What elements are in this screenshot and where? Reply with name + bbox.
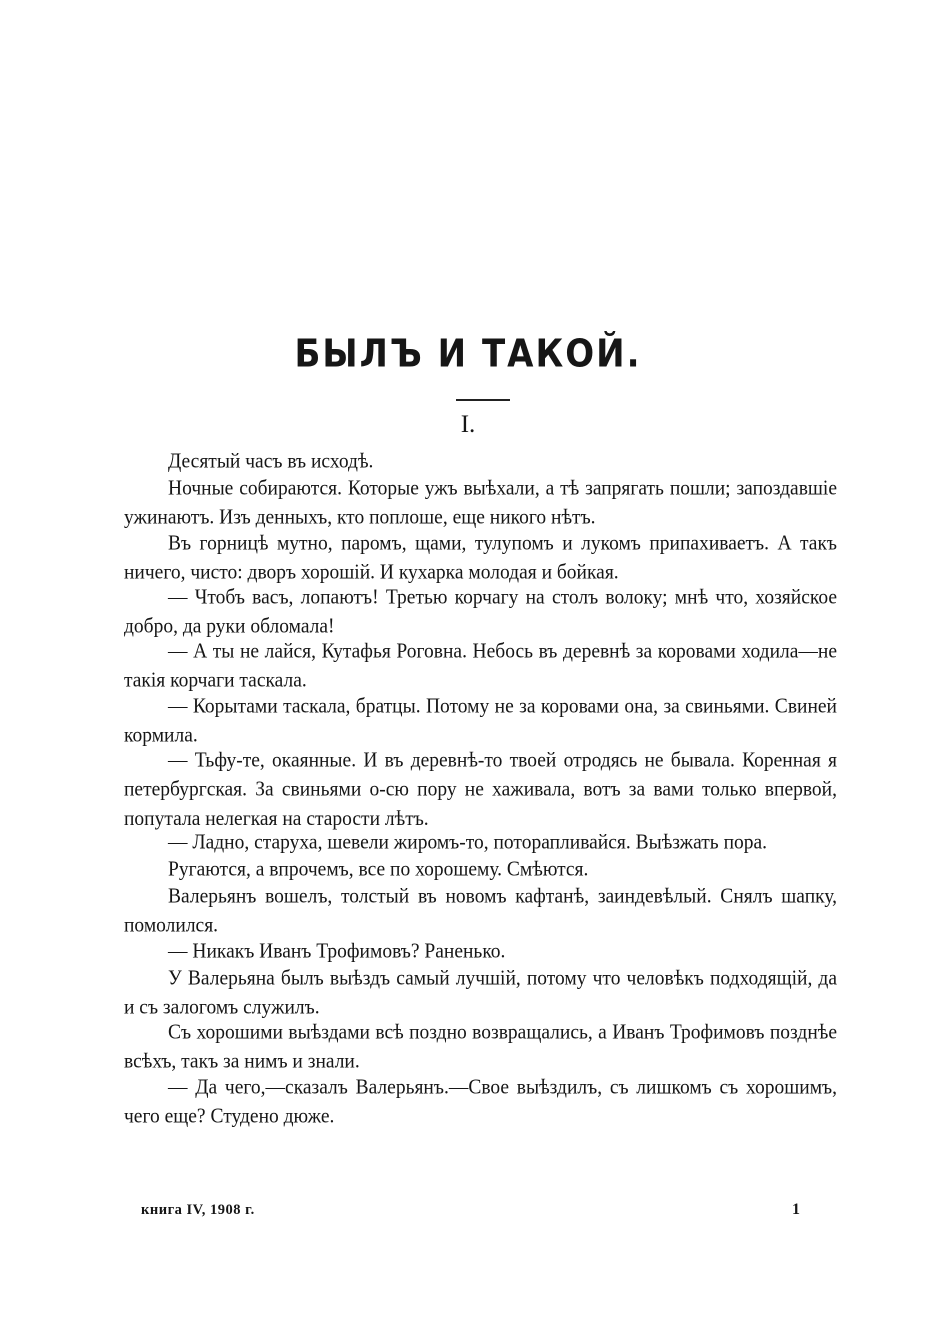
paragraph: — Чтобъ васъ, лопаютъ! Третью корчагу на столъ волоку; мнѣ что, хозяйское добро, да руки обломала! [124, 586, 837, 639]
signature-mark: книга IV, 1908 г. [141, 1202, 255, 1218]
paragraph: — Никакъ Иванъ Трофимовъ? Раненько. [168, 939, 506, 963]
paragraph: Валерьянъ вошелъ, толстый въ новомъ кафтанѣ, заиндевѣлый. Снялъ шапку, помолился. [124, 885, 837, 938]
paragraph: Съ хорошими выѣздами всѣ поздно возвращались, а Иванъ Трофимовъ позднѣе всѣхъ, такъ за нимъ и знали. [124, 1021, 837, 1074]
paragraph: Ночные собираются. Которые ужъ выѣхали, а тѣ запрягать пошли; запоздавшіе ужинаютъ. Изъ денныхъ, кто поплоше, еще никого нѣтъ. [124, 477, 837, 530]
page-number: 1 [792, 1201, 800, 1218]
paragraph: Въ горницѣ мутно, паромъ, щами, тулупомъ и лукомъ припахиваетъ. А такъ ничего, чисто: дворъ хорошій. И кухарка молодая и бойкая. [124, 531, 837, 584]
paragraph: — Да чего,—сказалъ Валерьянъ.—Свое выѣздилъ, съ лишкомъ съ хорошимъ, чего еще? Студено дюже. [124, 1075, 837, 1128]
paragraph: — А ты не лайся, Кутафья Роговна. Небось въ деревнѣ за коровами ходила—не такія корчаги таскала. [124, 640, 837, 693]
title-divider [456, 399, 510, 401]
story-body [124, 447, 837, 1127]
story-title: БЫЛЪ И ТАКОЙ. [294, 332, 642, 377]
paragraph: Ругаются, а впрочемъ, все по хорошему. Смѣются. [168, 858, 589, 881]
paragraph: — Тьфу-те, окаянные. И въ деревнѣ-то твоей отродясь не бывала. Коренная я петербургская. За свиньями о-сю пору не хаживала, вотъ за вами только впервой, попутала нелегкая на старости лѣтъ. [124, 749, 837, 831]
paragraph: Десятый часъ въ исходѣ. [168, 450, 374, 473]
paragraph: — Ладно, старуха, шевели жиромъ-то, поторапливайся. Выѣзжать пора. [168, 831, 768, 854]
paragraph: — Корытами таскала, братцы. Потому не за коровами она, за свиньями. Свиней кормила. [124, 695, 837, 748]
paragraph: У Валерьяна былъ выѣздъ самый лучшій, потому что человѣкъ подходящій, да и съ залогомъ служилъ. [124, 967, 837, 1020]
chapter-number: I. [460, 411, 476, 438]
